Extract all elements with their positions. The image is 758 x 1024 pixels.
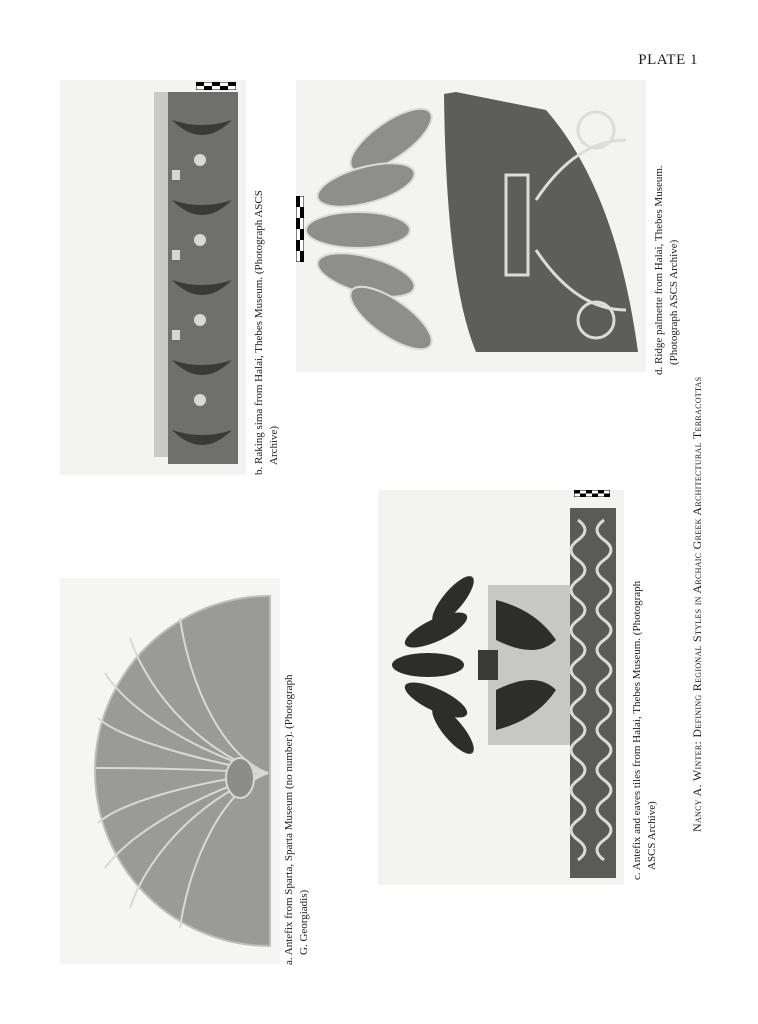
caption-a <box>282 674 312 965</box>
photo-raking-sima <box>60 80 246 475</box>
caption-d <box>652 165 682 375</box>
raking-sima-image <box>60 80 246 475</box>
photo-antefix-sparta <box>60 578 280 964</box>
caption-d-line2: (Photograph ASCS Archive) <box>668 239 680 365</box>
ridge-palmette-image <box>296 80 646 372</box>
caption-b-line1: b. Raking sima from Halai, Thebes Museum. (Photograph ASCS <box>253 190 265 475</box>
caption-b <box>252 190 282 475</box>
caption-c <box>630 581 660 880</box>
caption-d-line1: d. Ridge palmette from Halai, Thebes Museum. <box>653 165 665 375</box>
caption-a-line2: G. Georgiadis) <box>298 889 310 955</box>
caption-b-line2: Archive) <box>268 425 280 465</box>
running-title-text: Nancy A. Winter: Defining Regional Styles in Archaic Greek Architectural Terracottas <box>690 376 704 832</box>
caption-a-line1: a. Antefix from Sparta, Sparta Museum (no number). (Photograph <box>283 674 295 965</box>
photo-ridge-palmette <box>296 80 646 372</box>
plate-label: PLATE 1 <box>638 52 698 68</box>
caption-c-line2: ASCS Archive) <box>646 801 658 870</box>
antefix-sparta-image <box>60 578 280 964</box>
antefix-eaves-image <box>378 490 624 885</box>
running-title <box>690 377 705 832</box>
photo-antefix-eaves <box>378 490 624 885</box>
caption-c-line1: c. Antefix and eaves tiles from Halai, Thebes Museum. (Photograph <box>631 580 643 880</box>
scale-bar-d <box>296 196 304 262</box>
scale-bar-b <box>196 82 236 90</box>
scale-bar-c <box>574 490 610 497</box>
